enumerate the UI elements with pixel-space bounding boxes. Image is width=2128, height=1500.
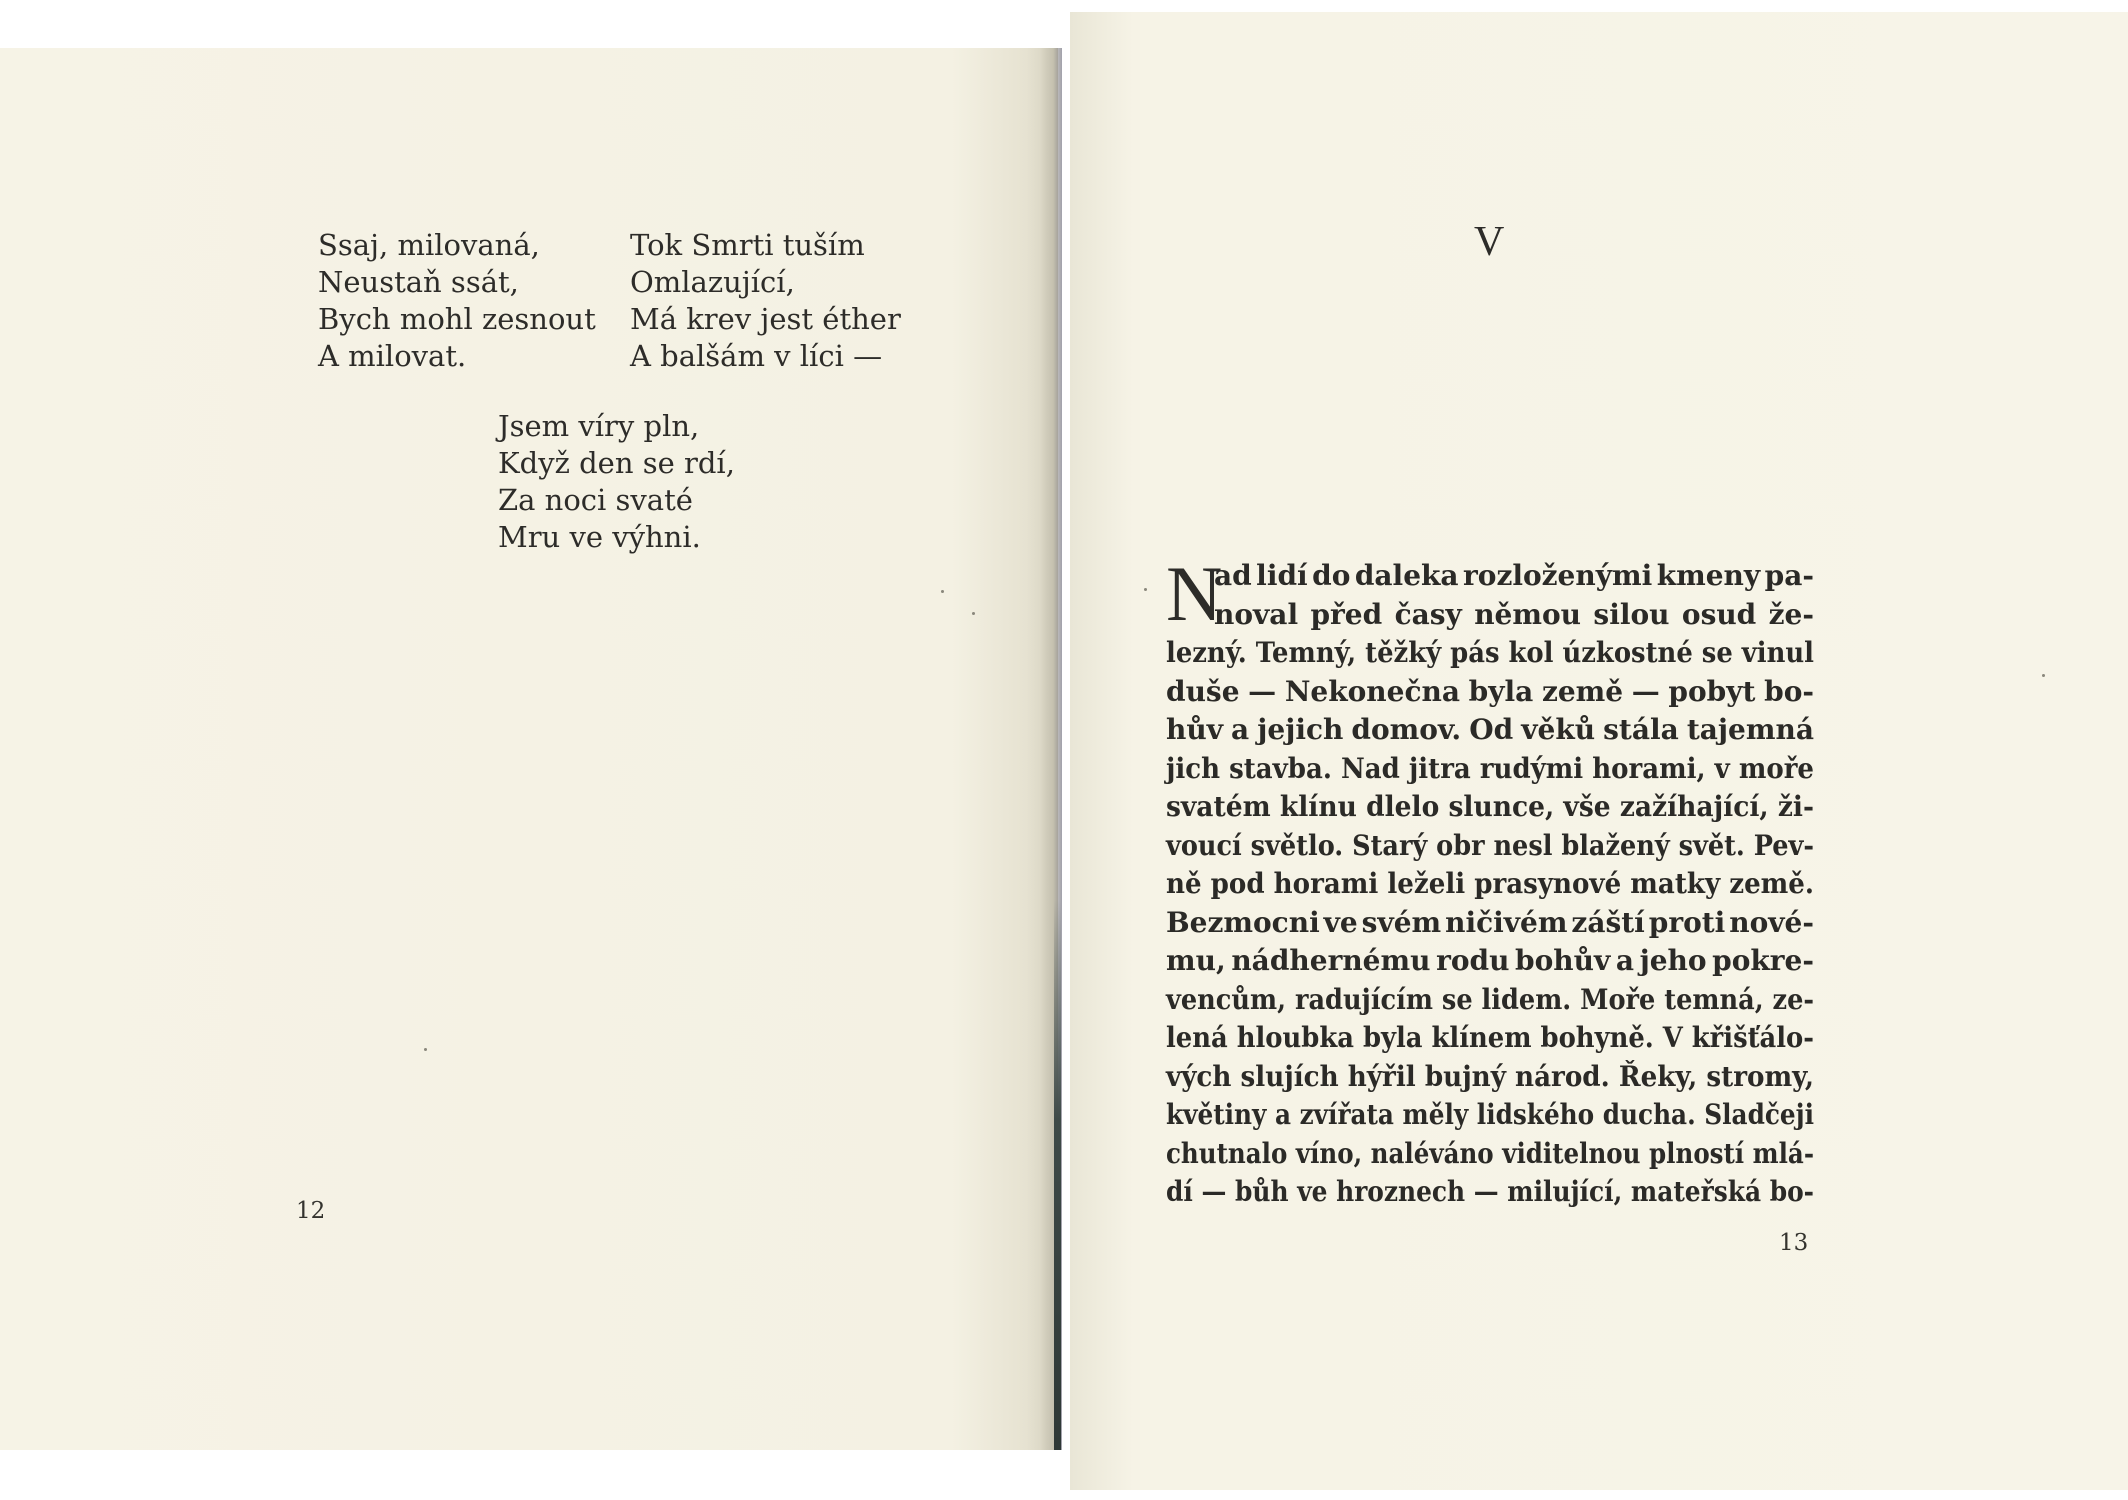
prose-line: noval před časy němou silou osud že- [1214,597,1814,631]
prose-line: Bezmocni ve svém ničivém záští proti nové- [1166,905,1814,939]
prose-line: ně pod horami leželi prasynové matky země. [1166,867,1814,900]
verse-line: Bych mohl zesnout [318,302,596,336]
paper-speck [2042,674,2045,677]
verse-line: Jsem víry pln, [498,409,700,443]
verse-line: Za noci svaté [498,483,693,517]
poem-stanza-right [630,227,901,375]
paper-speck [1144,588,1147,591]
prose-line: mu, nádhernému rodu bohův a jeho pokre- [1166,944,1814,977]
chapter-numeral: V [1474,219,1505,265]
prose-line: dí — bůh ve hroznech — milující, mateřská bo- [1166,1175,1814,1208]
prose-line: chutnalo víno, naléváno viditelnou plností mlá- [1166,1136,1814,1170]
drop-cap: N [1166,550,1223,637]
verse-line: A balšám v líci — [630,339,883,373]
paper-speck [941,590,944,593]
verse-line: Omlazující, [630,265,795,299]
prose-line: duše — Nekonečna byla země — pobyt bo- [1166,674,1814,708]
prose-line: lená hloubka byla klínem bohyně. V křišťálo- [1166,1021,1814,1054]
prose-line: květiny a zvířata měly lidského ducha. Sladčeji [1166,1098,1814,1131]
paper-speck [972,612,975,615]
book-spine-edge [1054,900,1061,1450]
verse-line: Ssaj, milovaná, [318,228,540,262]
verse-line: Mru ve výhni. [498,520,701,554]
verse-line: A milovat. [318,339,467,373]
verse-line: Neustaň ssát, [318,265,519,299]
prose-line: vých slujích hýřil bujný národ. Řeky, stromy, [1166,1059,1814,1093]
prose-line: vencům, radujícím se lidem. Moře temná, ze- [1166,982,1814,1016]
page-number-right: 13 [1779,1230,1809,1256]
verse-line: Tok Smrti tuším [630,228,865,262]
verse-line: Když den se rdí, [498,446,735,480]
prose-paragraph [1166,550,1814,1212]
prose-line: voucí světlo. Starý obr nesl blažený svět. Pev- [1166,828,1814,862]
prose-line: svatém klínu dlelo slunce, vše zažíhající, ži- [1166,790,1814,823]
poem-stanza-center [498,408,735,556]
page-number-left: 12 [296,1198,326,1224]
prose-line: lezný. Temný, těžký pás kol úzkostné se vinul [1166,636,1814,669]
prose-line: jich stavba. Nad jitra rudými horami, v moře [1166,751,1814,785]
poem-stanza-left [318,227,596,375]
verse-line: Má krev jest éther [630,302,901,336]
prose-line: ad lidí do daleka rozloženými kmeny pa- [1214,559,1814,592]
prose-line: hův a jejich domov. Od věků stála tajemná [1166,713,1814,746]
paper-speck [424,1048,427,1051]
